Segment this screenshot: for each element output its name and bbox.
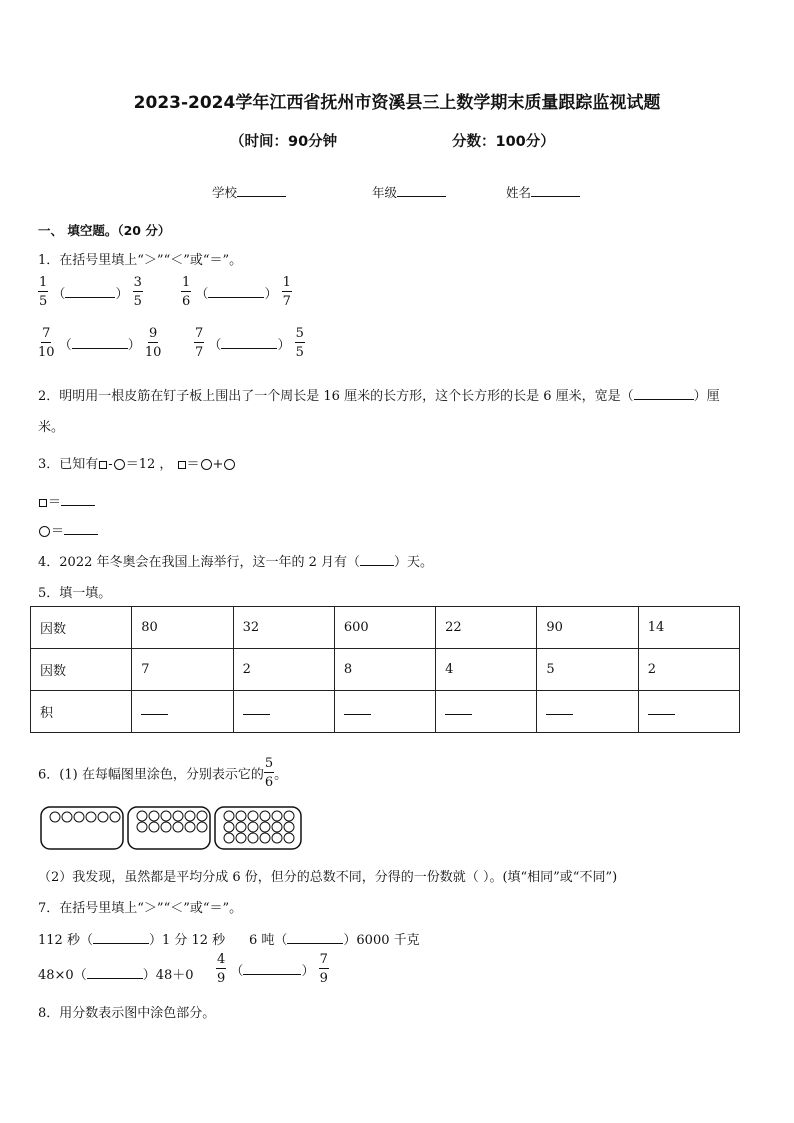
answer-blank[interactable] [72,338,128,349]
grade-blank[interactable] [397,186,446,197]
table-cell: 8 [334,649,435,691]
q1-item-4: $\frac{7}{7}$ （ ） $\frac{5}{5}$ [195,326,304,360]
answer-cell[interactable] [132,691,233,733]
q1-item-1: $\frac{1}{5}$ （ ） $\frac{3}{5}$ [39,275,142,309]
q7-item-4: $\frac{4}{9}$ （ ） $\frac{7}{9}$ [217,952,328,986]
table-row [31,691,740,733]
answer-blank[interactable] [208,287,264,298]
fraction: $\frac{1}{5}$ [39,275,48,309]
figure-6-circles[interactable] [41,807,123,849]
table-cell: 90 [537,607,638,649]
circle-icon [201,459,212,470]
school-blank[interactable] [237,186,286,197]
answer-cell[interactable] [334,691,435,733]
grade-label: 年级 [372,185,398,200]
q1-item-3: $\frac{7}{10}$ （ ） $\frac{9}{10}$ [38,326,162,360]
table-row [31,607,740,649]
fraction: $\frac{7}{9}$ [319,952,328,986]
table-cell: 7 [132,649,233,691]
table-row [31,649,740,691]
fraction: $\frac{3}{5}$ [133,275,142,309]
q8-prompt: 8．用分数表示图中涂色部分。 [38,1006,216,1021]
answer-blank[interactable] [61,495,95,506]
answer-blank[interactable] [93,933,149,944]
square-icon [99,461,107,469]
q7-item-3: 48×0（ ）48＋0 [38,968,194,983]
score-label: 分数：100分） [452,134,555,150]
table-cell: 5 [537,649,638,691]
answer-blank[interactable] [360,555,394,566]
answer-blank[interactable] [64,524,98,535]
table-cell: 14 [638,607,739,649]
answer-cell[interactable] [638,691,739,733]
circle-icon [114,459,125,470]
grade-field [372,183,446,201]
table-cell: 4 [436,649,537,691]
section-heading: 一、 填空题。（20 分） [38,223,171,238]
answer-blank[interactable] [65,287,115,298]
q7-item-1: 112 秒（ ）1 分 12 秒 [38,933,226,948]
answer-cell[interactable] [233,691,334,733]
fraction: $\frac{7}{7}$ [195,326,204,360]
school-label: 学校 [212,185,238,200]
fraction: $\frac{1}{6}$ [182,275,191,309]
row-label: 因数 [31,649,132,691]
page-title: 2023-2024学年江西省抚州市资溪县三上数学期末质量跟踪监视试题 [133,93,661,113]
q7-prompt: 7．在括号里填上“＞”“＜”或“＝”。 [38,901,243,916]
fraction: $\frac{4}{9}$ [217,952,226,986]
circle-icon [224,459,235,470]
q5-prompt: 5．填一填。 [38,586,112,601]
circle-icon [39,526,50,537]
answer-cell[interactable] [436,691,537,733]
square-icon [178,461,186,469]
answer-blank[interactable] [87,968,143,979]
answer-blank[interactable] [141,704,168,715]
q2-continuation: 米。 [38,420,65,435]
fraction: $\frac{7}{10}$ [38,326,55,360]
school-field [212,183,286,201]
q2-prompt: 2．明明用一根皮筋在钉子板上围出了一个周长是 16 厘米的长方形，这个长方形的长是 6 厘米，宽是（ ）厘 [38,389,720,404]
row-label: 因数 [31,607,132,649]
answer-blank[interactable] [221,338,277,349]
answer-blank[interactable] [445,704,472,715]
answer-blank[interactable] [243,704,270,715]
answer-blank[interactable] [634,389,694,400]
answer-blank[interactable] [287,933,343,944]
q3-circle-answer: ＝ [38,520,98,539]
time-label: （时间：90分钟 [230,134,338,150]
q6-part2: （2）我发现，虽然都是平均分成 6 份，但分的总数不同，分得的一份数就（ ）。(填“相同”或“不同”) [38,870,618,885]
q3-prompt: 3．已知有 - ＝12 ， ＝ + [38,453,236,472]
name-blank[interactable] [531,186,580,197]
name-field [506,183,580,201]
square-icon [39,499,47,507]
q1-prompt: 1．在括号里填上“＞”“＜”或“＝”。 [38,253,243,268]
fraction: $\frac{5}{5}$ [295,326,304,360]
circle-figures [38,804,304,852]
fraction: $\frac{5}{6}$ [264,756,274,790]
factor-table [30,606,740,733]
figure-18-circles[interactable] [215,807,301,849]
answer-blank[interactable] [546,704,573,715]
q6-part1: 6．(1) 在每幅图里涂色，分别表示它的 $\frac{5}{6}$ 。 [38,756,288,790]
answer-blank[interactable] [344,704,371,715]
q4-prompt: 4．2022 年冬奥会在我国上海举行，这一年的 2 月有（ ）天。 [38,555,434,570]
q3-square-answer: ＝ [38,491,95,510]
table-cell: 2 [233,649,334,691]
answer-blank[interactable] [243,964,301,975]
table-cell: 600 [334,607,435,649]
table-cell: 80 [132,607,233,649]
figure-12-circles[interactable] [128,807,210,849]
q7-item-2: 6 吨（ ）6000 千克 [249,933,420,948]
table-cell: 22 [436,607,537,649]
table-cell: 2 [638,649,739,691]
fraction: $\frac{1}{7}$ [282,275,291,309]
fraction: $\frac{9}{10}$ [144,326,162,360]
row-label: 积 [31,691,132,733]
q1-item-2: $\frac{1}{6}$ （ ） $\frac{1}{7}$ [182,275,291,309]
table-cell: 32 [233,607,334,649]
answer-cell[interactable] [537,691,638,733]
answer-blank[interactable] [648,704,675,715]
name-label: 姓名 [506,185,532,200]
